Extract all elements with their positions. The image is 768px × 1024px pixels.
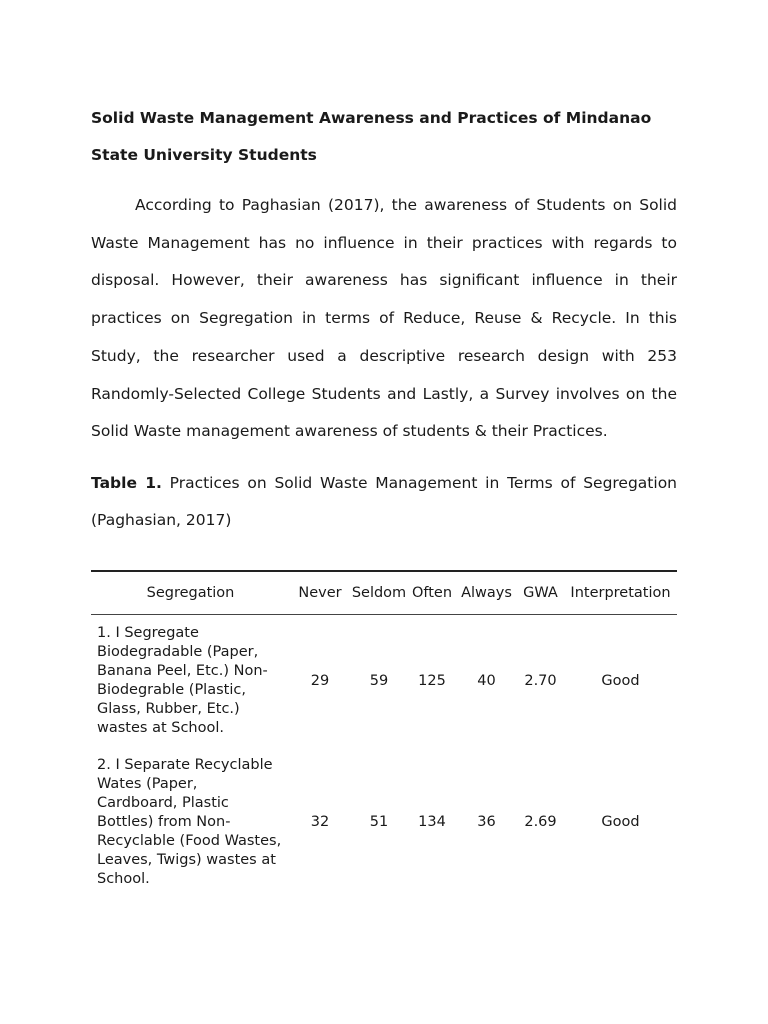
cell-gwa: 2.70 [524, 672, 557, 689]
document-body [91, 100, 677, 540]
header-always: Always [461, 584, 512, 601]
cell-always: 40 [477, 672, 496, 689]
table-header-row [91, 571, 677, 615]
cell-seldom: 51 [369, 814, 389, 830]
cell-seldom: 59 [369, 672, 389, 689]
table-caption-text: Practices on Solid Waste Management in Terms of Segregation (Paghasian, 2017) [91, 473, 677, 530]
header-gwa: GWA [523, 584, 558, 601]
cell-never: 32 [310, 814, 330, 830]
header-often: Often [411, 584, 453, 601]
table-caption-label: Table 1. [91, 473, 162, 492]
cell-interpretation: Good [601, 672, 640, 689]
cell-never: 29 [310, 672, 330, 689]
row-description: 2. I Separate Recyclable Wates (Paper, Cardboard, Plastic Bottles) from Non-Recyclable (Food Wastes, Leaves, Twigs) wastes at School. [97, 757, 282, 887]
row-description: 1. I Segregate Biodegradable (Paper, Banana Peel, Etc.) Non-Biodegrable (Plastic, Glass, Rubber, Etc.) wastes at School. [97, 625, 268, 736]
body-paragraph: According to Paghasian (2017), the awareness of Students on Solid Waste Management has no influence in their practices with regards to disposal. However, their awareness has significant influence in their practices on Segregation in terms of Reduce, Reuse & Recycle. In this Study, the researcher used a descriptive research design with 253 Randomly-Selected College Students and Lastly, a Survey involves on the Solid Waste management awareness of students & their Practices. [91, 196, 677, 441]
segregation-practices-table [91, 570, 677, 897]
table-caption [91, 465, 677, 540]
table-row [91, 748, 677, 897]
header-seldom: Seldom [351, 584, 407, 601]
cell-always: 36 [477, 814, 496, 830]
document-title: Solid Waste Management Awareness and Practices of Mindanao State University Students [91, 109, 652, 164]
table-row [91, 615, 677, 749]
header-never: Never [298, 584, 342, 601]
cell-often: 134 [418, 814, 446, 830]
header-segregation: Segregation [146, 584, 235, 601]
cell-gwa: 2.69 [524, 814, 557, 830]
cell-interpretation: Good [601, 814, 640, 830]
cell-often: 125 [418, 672, 446, 689]
header-interpretation: Interpretation [570, 584, 671, 601]
